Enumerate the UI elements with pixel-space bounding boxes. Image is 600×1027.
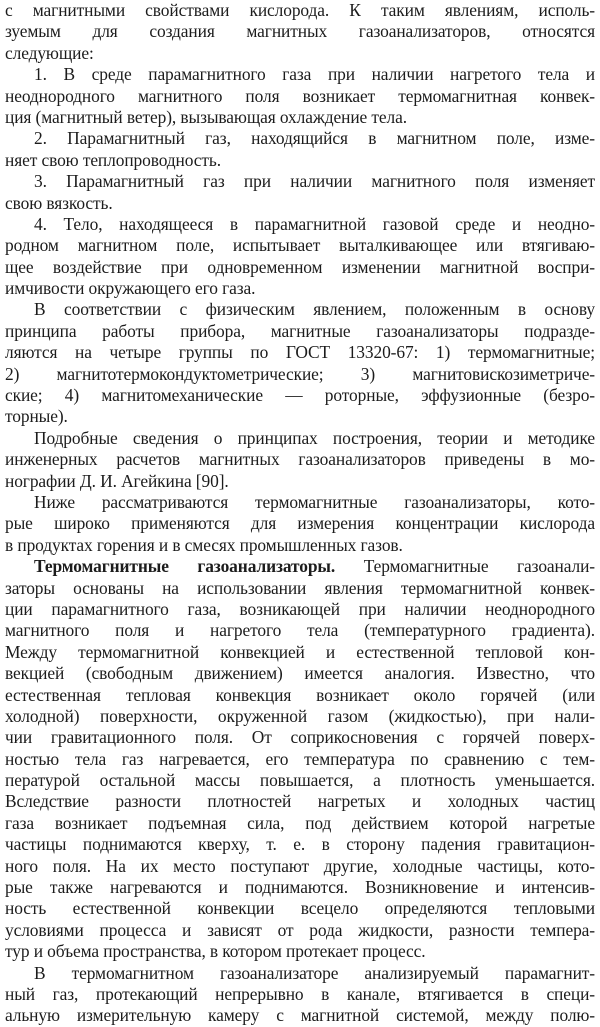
text-line: В термомагнитном газоанализаторе анализируемый парамагнит- [34, 962, 595, 983]
paragraph-classification [5, 299, 595, 427]
text-line: ного поля. На их место поступают другие, холодные частицы, кото- [5, 855, 595, 876]
paragraph-item-3 [5, 171, 595, 214]
text-line: естественная тепловая конвекция возникает около горячей (или [5, 684, 595, 705]
text-line: имчивости окружающего его газа. [5, 278, 256, 299]
text-line: Между термомагнитной конвекцией и естественной тепловой кон- [5, 641, 595, 662]
text-line: альную измерительную камеру с магнитной системой, между полю- [5, 1005, 595, 1026]
text-line: ция (магнитный ветер), вызывающая охлаждение тела. [5, 106, 407, 127]
text-line: инженерных расчетов магнитных газоанализаторов приведены в мо- [5, 449, 595, 470]
text-line: 4. Тело, находящееся в парамагнитной газовой среде и неодно- [34, 213, 595, 234]
text-run: Термомагнитные газоанали- [335, 556, 595, 577]
text-line: 1. В среде парамагнитного газа при наличии нагретого тела и [34, 64, 595, 85]
text-line: щее воздействие при одновременном изменении магнитной воспри- [5, 256, 595, 277]
text-line: условиями процесса и зависят от рода жидкости, разности темпера- [5, 919, 595, 940]
paragraph-intro [5, 0, 595, 64]
text-line: няет свою теплопроводность. [5, 149, 221, 170]
text-line [5, 556, 595, 577]
text-line: векцией (свободным движением) имеется аналогия. Известно, что [5, 663, 595, 684]
paragraph-overview [5, 492, 595, 556]
text-line: 3. Парамагнитный газ при наличии магнитного поля изменяет [34, 171, 595, 192]
text-line: в продуктах горения и в смесях промышленных газов. [5, 534, 403, 555]
text-line: рые также нагреваются и поднимаются. Возникновение и интенсив- [5, 877, 595, 898]
text-line: В соответствии с физическим явлением, положенным в основу [34, 299, 595, 320]
text-line: холодной) поверхности, окруженной газом (жидкостью), при нали- [5, 705, 595, 726]
text-line: принципа работы прибора, магнитные газоанализаторы подразде- [5, 320, 595, 341]
text-line: Вследствие разности плотностей нагретых и холодных частиц [5, 791, 595, 812]
text-line: ляются на четыре группы по ГОСТ 13320-67: 1) термомагнитные; [5, 342, 595, 363]
text-line: с магнитными свойствами кислорода. К таким явлениям, исполь- [5, 0, 595, 20]
section-heading: Термомагнитные газоанализаторы. [34, 556, 336, 577]
text-line: родном магнитном поле, испытывает выталкивающее или втягиваю- [5, 235, 595, 256]
text-line: Ниже рассматриваются термомагнитные газоанализаторы, кото- [34, 491, 595, 512]
text-line: нографии Д. И. Агейкина [90]. [5, 470, 229, 491]
document-page [5, 0, 595, 1026]
text-line: Подробные сведения о принципах построения, теории и методике [34, 427, 595, 448]
text-line: зуемым для создания магнитных газоанализаторов, относятся [5, 21, 595, 42]
text-line: свою вязкость. [5, 192, 113, 213]
paragraph-item-1 [5, 64, 595, 128]
text-line: 2. Парамагнитный газ, находящийся в магнитном поле, изме- [34, 128, 595, 149]
text-line: ские; 4) магнитомеханические — роторные, эффузионные (безро- [5, 385, 595, 406]
text-line: магнитного поля и нагретого тела (температурного градиента). [5, 620, 595, 641]
text-line: ностью тела газ нагревается, его температура по сравнению с тем- [5, 748, 595, 769]
text-line: пературой остальной массы повышается, а плотность уменьшается. [5, 770, 595, 791]
text-line: частицы поднимаются кверху, т. е. в сторону падения гравитацион- [5, 834, 595, 855]
text-line: торные). [5, 406, 68, 427]
paragraph-thermomagnetic [5, 556, 595, 962]
text-line: следующие: [5, 42, 94, 63]
text-line: ции парамагнитного газа, возникающей при наличии неоднородного [5, 598, 595, 619]
text-line: чии гравитационного поля. От соприкосновения с горячей поверх- [5, 727, 595, 748]
text-line: заторы основаны на использовании явления термомагнитной конвек- [5, 577, 595, 598]
paragraph-item-4 [5, 214, 595, 300]
text-line: тур и объема пространства, в котором протекает процесс. [5, 941, 426, 962]
text-line: ность естественной конвекции всецело определяются тепловыми [5, 898, 595, 919]
text-line: 2) магнитотермокондуктометрические; 3) магнитовискозиметриче- [5, 363, 595, 384]
paragraph-analyzer-operation [5, 963, 595, 1027]
text-line: ный газ, протекающий непрерывно в канале, втягивается в специ- [5, 983, 595, 1004]
paragraph-item-2 [5, 128, 595, 171]
text-line: неоднородного магнитного поля возникает термомагнитная конвек- [5, 85, 595, 106]
paragraph-reference [5, 428, 595, 492]
text-line: рые широко применяются для измерения концентрации кислорода [5, 513, 595, 534]
text-line: газа возникает подъемная сила, под действием которой нагретые [5, 812, 595, 833]
